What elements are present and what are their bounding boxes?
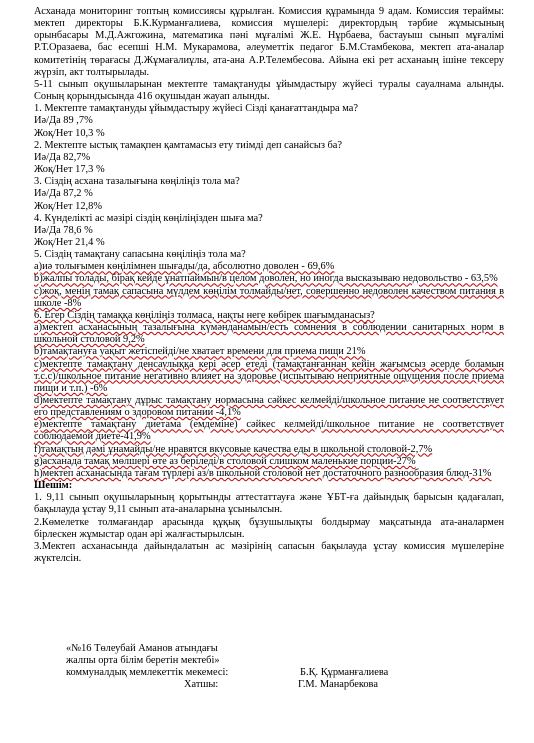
signature-block — [34, 643, 504, 692]
question-block-2 — [34, 140, 504, 176]
question-block-6 — [34, 310, 504, 480]
decision-item-3: 3.Мектеп асханасында дайындалатын ас мәзірінің сапасын бақылауда ұстау комиссия мүшелеріне жүктелсін. — [34, 540, 504, 565]
answer-option-b: b)жалпы толады, бірақ кейде ұнатпаймын/в целом доволен, но иногда высказываю недовольство - 63,5% — [34, 273, 498, 285]
answer-no: Жоқ/Нет 21,4 % — [34, 236, 105, 248]
answer-no: Жоқ/Нет 12,8% — [34, 200, 103, 212]
answer-no: Жоқ/Нет 10,3 % — [34, 127, 105, 139]
answer-yes: Иә/Да 82,7% — [34, 151, 91, 163]
answer-no: Жоқ/Нет 17,3 % — [34, 164, 105, 176]
document-body — [34, 6, 504, 565]
answer-option-a: а)мектеп асханасының тазалығына күмәнданамын/есть сомнения в соблюдении санитарных норм в школьной столовой 9,2% — [34, 322, 504, 346]
secretary-label: Хатшы: — [184, 679, 219, 691]
intro-paragraph-commission: Асханада мониторинг топтың комиссиясы құрылған. Комиссия құрамында 9 адам. Комиссия тераймы: мектеп директоры Б.К.Курманғалиева, комиссия мүшелері: директордың тәрбие жұмысының орынбасары М.Д.Ажгожина, математика пәні мұғалімі Ж.Е. Нұрбаева, бастауыш сынып мұғалімі Р.Т.Оразаева, бас есепші Н.М. Мукарамова, әлеуметтік педагог Б.М.Стамбекова, мектеп ата-аналар комитетінің төрағасы Д.Жұмағалиұлы, ата-ана А.Р.Телембесова. Айына екі рет асханаың ішіне тексеру жүрзіп, акт толтырылады. — [34, 6, 504, 78]
question-text: 5. Сіздің тамақтану сапасына көңіліңіз тола ма? — [34, 249, 246, 261]
answer-option-d: d)мектепте тамақтану дұрыс тамақтану нормасына сәйкес келмейді/школьное питание не соответствует его представлениям о здоровом питании -4,1% — [34, 395, 504, 419]
org-name-line-1: «№16 Төлеубай Аманов атындағы — [66, 643, 218, 654]
decision-item-2: 2.Көмелетке толмағандар арасында құқық бұзушылықты болдырмау мақсатында ата-аналармен бірлескен жұмыстар одан әрі жалғастырылсын. — [34, 516, 504, 540]
director-name: Б.Қ. Құрманғалиева — [300, 667, 389, 679]
question-block-4 — [34, 213, 504, 249]
answer-option-c: c)мектепте тамақтану денсаулыққа кері әсер етеді (тамақтанғаннан кейін жағымсыз әсерде боламын т.с.с)/школьное питание негативно влияет на здоровье (испытываю неприятные ощущения после приема пищи и т.п.) -6% — [34, 358, 504, 394]
answer-option-f: f)тамақтың дәмі ұнамайды/не нравятся вкусовые качества еды в школьной столовой-2,7% — [34, 443, 433, 455]
question-text: 6. Егер Сіздің тамаққа көңіліңіз толмаса, нақты неге көбірек шағымданасыз? — [34, 309, 375, 321]
answer-yes: Иә/Да 89 ,7% — [34, 115, 93, 127]
question-text: 2. Мектепте ыстық тамақпен қамтамасыз ету тиімді деп санайсыз ба? — [34, 139, 343, 151]
question-text: 1. Мектепте тамақтануды ұйымдастыру жүйесі Сізді қанағаттандыра ма? — [34, 103, 358, 115]
question-text: 4. Күнделікті ас мәзірі сіздің көңіліңізден шыға ма? — [34, 212, 263, 224]
answer-yes: Иә/Да 78,6 % — [34, 224, 93, 236]
decision-heading: Шешім: — [34, 480, 73, 492]
answer-option-c: c)жоқ, менің тамақ сапасына мүлдем көңілім толмайды/нет, совершенно недоволен качеством питания в школе -8% — [34, 285, 504, 309]
org-name-line-2: жалпы орта білім беретін мектебі» — [66, 655, 220, 667]
answer-option-e: e)мектепте тамақтану диетама (емдеміне) сәйкес келмейді/школьное питание не соответствует соблюдаемой диете-41,9% — [34, 419, 504, 443]
question-text: 3. Сіздің асхана тазалығына көңіліңіз тола ма? — [34, 176, 240, 188]
answer-option-b: b)тамақтануға уақыт жетіспейді/не хватает времени для приема пищи 21% — [34, 346, 366, 358]
secretary-name: Г.М. Манарбекова — [298, 679, 378, 691]
org-name-line-3: коммуналдық мемлекеттік мекемесі: — [66, 667, 229, 679]
answer-yes: Иә/Да 87,2 % — [34, 188, 93, 200]
question-block-5 — [34, 249, 504, 310]
answer-option-g: g)асханада тамақ мөлшері өте аз беріледі/в столовой слишком маленькие порции-27% — [34, 455, 416, 467]
decision-block — [34, 480, 504, 565]
question-block-1 — [34, 103, 504, 139]
decision-item-1: 1. 9,11 сынып оқушыларының қорытынды аттестаттауға және ҰБТ-ға дайындық барысын қадағалап, бақылауда ұстау 9,11 сынып ата-аналарына ұсынылсын. — [34, 492, 504, 516]
question-block-3 — [34, 176, 504, 212]
answer-option-a: а)иә толығымен көңілімнен шығады/да, абсолютно доволен - 69,6% — [34, 261, 335, 273]
answer-option-h: h)мектеп асханасында тағам түрлері аз/в школьной столовой нет достаточного разнообразия блюд-31% — [34, 467, 492, 479]
intro-paragraph-survey: 5-11 сынып оқушыларынан мектепте тамақтануды ұйымдастыру жүйесі туралы сауалнама алынды. Соның қорындысында 416 оқушыдан жауап алынды. — [34, 78, 504, 103]
